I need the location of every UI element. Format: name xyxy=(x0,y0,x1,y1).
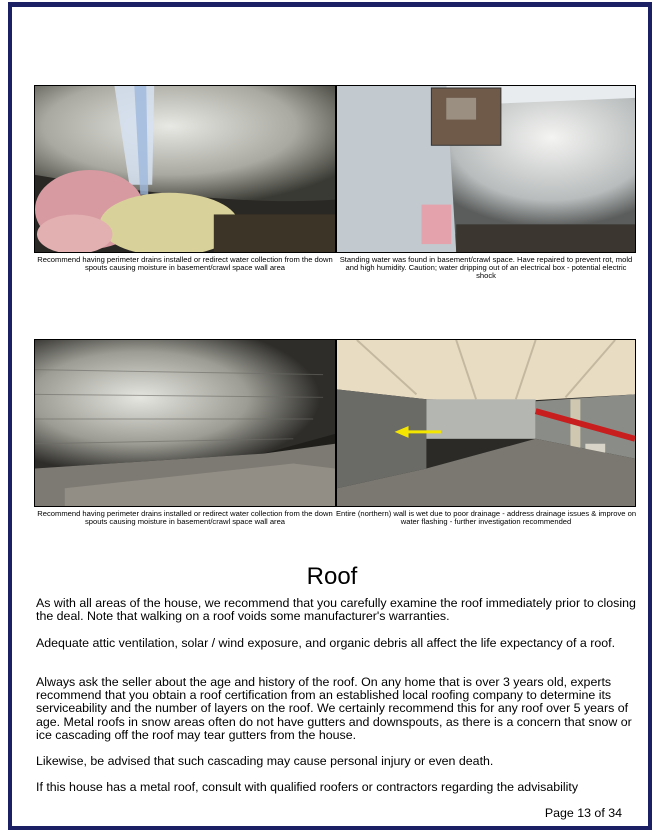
paragraph: As with all areas of the house, we recommend that you carefully examine the roof immediately prior to closing the deal. Note that walking on a roof voids some manufacturer's warranties. xyxy=(36,596,636,624)
paragraph: Adequate attic ventilation, solar / wind exposure, and organic debris all affect the life expectancy of a roof. xyxy=(36,636,616,650)
paragraph: Always ask the seller about the age and history of the roof. On any home that is over 3 years old, experts recommend that you obtain a roof certification from an established local roofing company to determine its serviceability and the number of layers on the roof. We certainly recommend this for any roof over 5 years of age. Metal roofs in snow areas often do not have gutters and downspouts, as there is a concern that snow or ice cascading off the roof may tear gutters from the house. xyxy=(36,675,632,742)
photo-caption: Recommend having perimeter drains installed or redirect water collection from the down spouts causing moisture in basement/crawl space wall area xyxy=(37,509,333,527)
paragraph: Likewise, be advised that such cascading may cause personal injury or even death. xyxy=(36,754,494,768)
photo-crawlspace-foundation-wall xyxy=(34,339,336,507)
photo-crawlspace-wet-wall xyxy=(336,339,636,507)
page-number: Page 13 of 34 xyxy=(544,806,622,820)
photo-caption: Entire (northern) wall is wet due to poor drainage - address drainage issues & improve on water flashing - further investigation recommended xyxy=(335,509,637,527)
photo-crawlspace-insulation xyxy=(34,85,336,253)
section-title: Roof xyxy=(306,563,358,590)
photo-crawlspace-electrical-box xyxy=(336,85,636,253)
paragraph: If this house has a metal roof, consult with qualified roofers or contractors regarding the advisability xyxy=(36,780,579,794)
photo-caption: Standing water was found in basement/crawl space. Have repaired to prevent rot, mold and high humidity. Caution; water dripping out of an electrical box - potential electric shock xyxy=(339,255,633,281)
photo-caption: Recommend having perimeter drains installed or redirect water collection from the down spouts causing moisture in basement/crawl space wall area xyxy=(37,255,333,273)
